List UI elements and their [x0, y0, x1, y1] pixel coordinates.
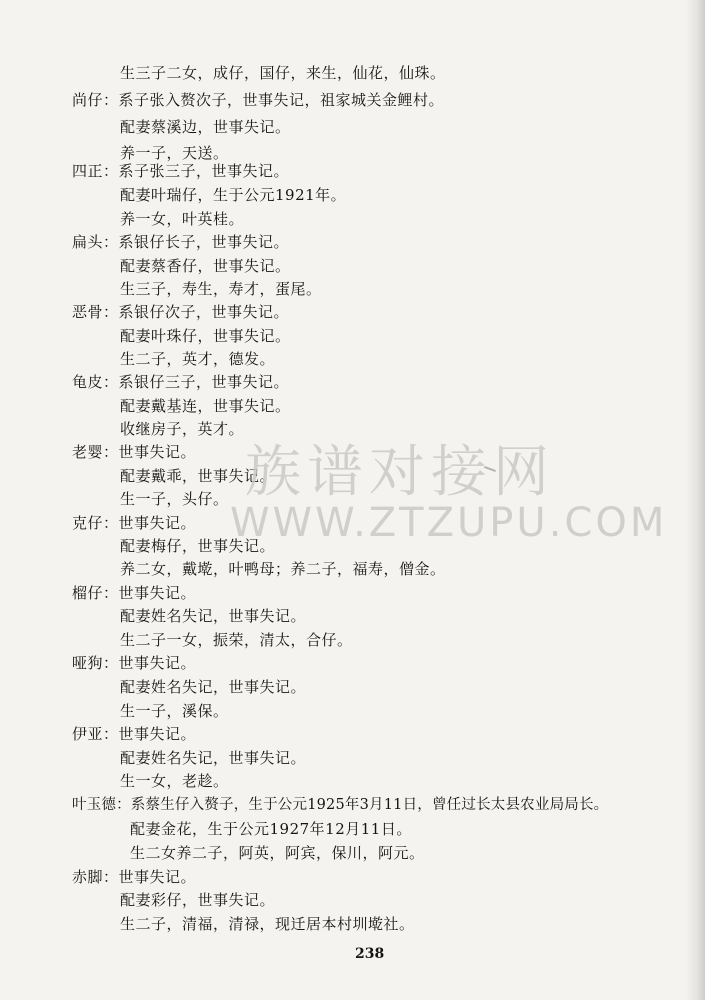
text-line: 生三子，寿生，寿才，蛋尾。	[120, 280, 322, 298]
text-line: 生二子一女，振荣，清太，合仔。	[120, 631, 353, 649]
text-line: 配妻姓名失记，世事失记。	[120, 749, 307, 767]
text-line: 生一女，老趁。	[120, 772, 229, 790]
text-line: 老婴：世事失记。	[72, 443, 197, 461]
text-line: 配妻戴乖，世事失记。	[120, 467, 276, 485]
scan-edge-shadow	[685, 0, 705, 1000]
text-line: 养一女，叶英桂。	[120, 210, 245, 228]
text-line: 克仔：世事失记。	[72, 514, 197, 532]
text-line: 配妻彩仔，世事失记。	[120, 891, 276, 909]
text-line: 养二女，戴墘，叶鸭母；养二子，福寿，僧金。	[120, 560, 446, 578]
text-line: 生一子，头仔。	[120, 490, 229, 508]
text-line: 尚仔：系子张入赘次子，世事失记，祖家城关金鲤村。	[72, 91, 445, 109]
text-line: 收继房子，英才。	[120, 420, 245, 438]
text-line: 配妻梅仔，世事失记。	[120, 537, 276, 555]
text-line: 叶玉德：系蔡生仔入赘子，生于公元1925年3月11日，曾任过长太县农业局局长。	[72, 797, 609, 813]
text-line: 榴仔：世事失记。	[72, 584, 197, 602]
text-line: 赤脚：世事失记。	[72, 868, 197, 886]
text-line: 生二女养二子，阿英，阿宾，保川，阿元。	[130, 844, 425, 862]
text-line: 配妻叶珠仔，世事失记。	[120, 327, 291, 345]
watermark-text: 族谱对接网	[245, 440, 555, 505]
page-number: 238	[355, 946, 385, 962]
text-line: 配妻戴基连，世事失记。	[120, 397, 291, 415]
text-line: 四正：系子张三子，世事失记。	[72, 162, 290, 180]
text-line: 配妻姓名失记，世事失记。	[120, 607, 307, 625]
text-line: 恶骨：系银仔次子，世事失记。	[72, 303, 290, 321]
text-line: 配妻姓名失记，世事失记。	[120, 678, 307, 696]
text-line: 配妻蔡溪边，世事失记。	[120, 118, 291, 136]
text-line: 生三子二女，成仔，国仔，来生，仙花，仙珠。	[120, 64, 446, 82]
text-line: 伊亚：世事失记。	[72, 725, 197, 743]
text-line: 配妻蔡香仔，世事失记。	[120, 257, 291, 275]
text-line: 配妻叶瑞仔，生于公元1921年。	[120, 186, 347, 204]
text-line: 生一子，溪保。	[120, 702, 229, 720]
scan-speck	[484, 466, 496, 472]
text-line: 配妻金花，生于公元1927年12月11日。	[130, 820, 412, 838]
watermark-url: WWW.ZTZUPU.COM	[230, 500, 668, 546]
text-line: 扁头：系银仔长子，世事失记。	[72, 233, 290, 251]
text-line: 龟皮：系银仔三子，世事失记。	[72, 373, 290, 391]
text-line: 养一子，天送。	[120, 144, 229, 162]
text-line: 生二子，英才，德发。	[120, 350, 276, 368]
text-line: 生二子，清福，清禄，现迁居本村圳墘社。	[120, 915, 415, 933]
text-line: 哑狗：世事失记。	[72, 654, 197, 672]
